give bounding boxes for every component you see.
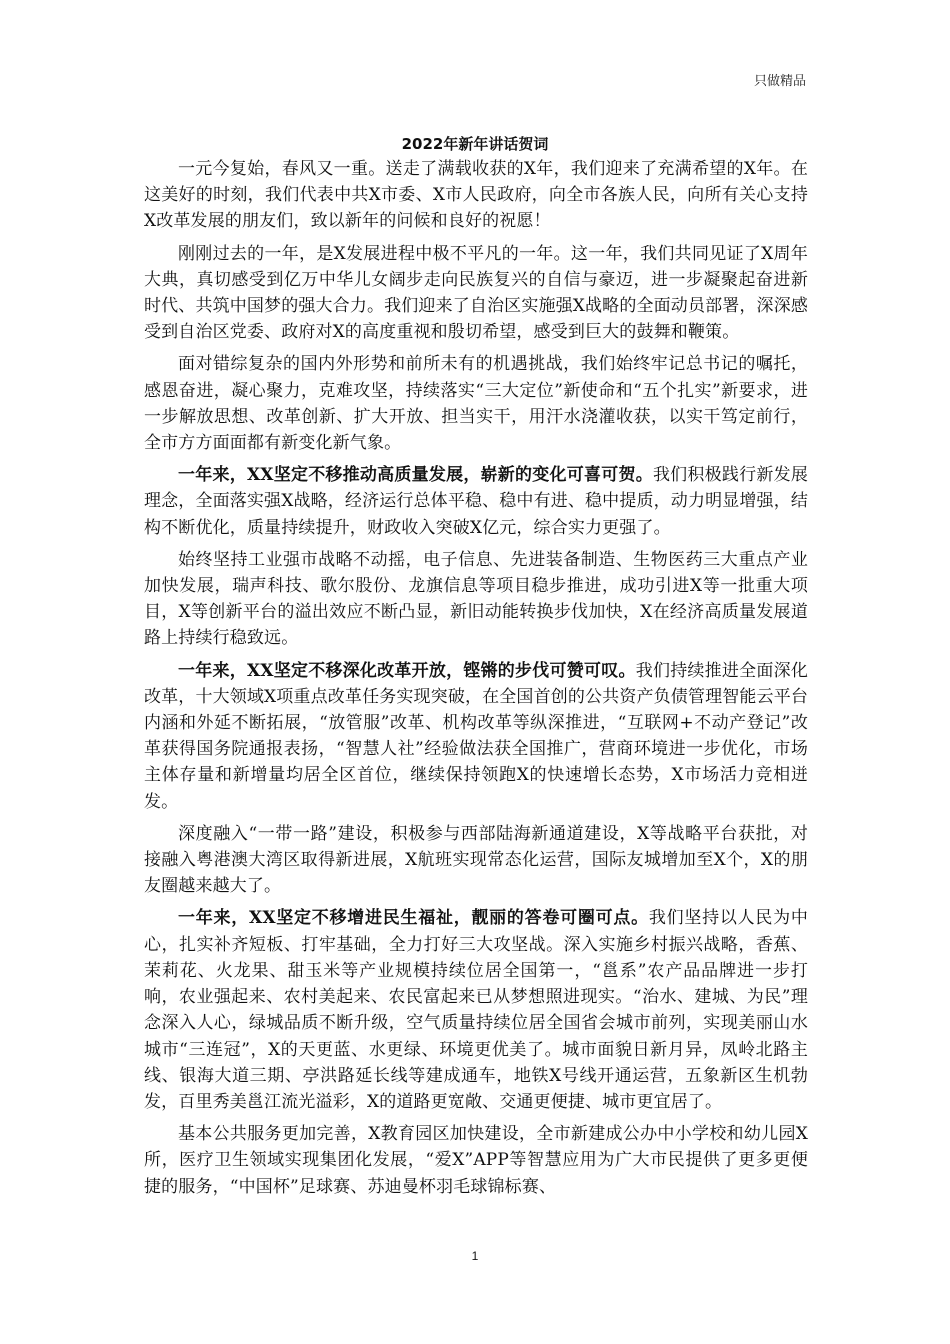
paragraph [144,1121,808,1200]
paragraph [144,658,808,815]
paragraph-text: 我们持续推进全面深化改革，十大领域X项重点改革任务实现突破，在全国首创的公共资产负债管理智能云平台内涵和外延不断拓展，“放管服”改革、机构改革等纵深推进，“互联网+不动产登记”改革获得国务院通报表扬，“智慧人社”经验做法获全国推广，营商环境进一步优化，市场主体存量和新增量均居全区首位，继续保持领跑X的快速增长态势，X市场活力竞相迸发。 [144,660,809,812]
paragraph [144,821,808,900]
paragraph [144,905,808,1115]
paragraph-text: 我们积极践行新发展理念，全面落实强X战略，经济运行总体平稳、稳中有进、稳中提质，动力明显增强，结构不断优化，质量持续提升，财政收入突破X亿元，综合实力更强了。 [144,465,808,538]
paragraph [144,547,808,652]
paragraph-text: 深度融入“一带一路”建设，积极参与西部陆海新通道建设，X等战略平台获批，对接融入粤港澳大湾区取得新进展，X航班实现常态化运营，国际友城增加至X个，X的朋友圈越来越大了。 [144,823,808,897]
paragraph-text: 面对错综复杂的国内外形势和前所未有的机遇挑战，我们始终牢记总书记的嘱托，感恩奋进，凝心聚力，克难攻坚，持续落实“三大定位”新使命和“五个扎实”新要求，进一步解放思想、改革创新、扩大开放、担当实干，用汗水浇灌收获，以实干笃定前行，全市方方面面都有新变化新气象。 [144,354,808,454]
paragraph [144,156,808,235]
document-body [144,156,808,1206]
paragraph [144,241,808,346]
paragraph-text: 基本公共服务更加完善，X教育园区加快建设，全市新建成公办中小学校和幼儿园X所，医疗卫生领域实现集团化发展，“爱X”APP等智慧应用为广大市民提供了更多更便捷的服务，“中国杯”足球赛、苏迪曼杯羽毛球锦标赛、 [144,1124,808,1197]
paragraph [144,351,808,456]
paragraph-lead: 一年来，XX坚定不移增进民生福祉，靓丽的答卷可圈可点。 [178,908,649,929]
paragraph-text: 刚刚过去的一年，是X发展进程中极不平凡的一年。这一年，我们共同见证了X周年大典，真切感受到亿万中华儿女阔步走向民族复兴的自信与豪迈，进一步凝聚起奋进新时代、共筑中国梦的强大合力。我们迎来了自治区实施强X战略的全面动员部署，深深感受到自治区党委、政府对X的高度重视和殷切希望，感受到巨大的鼓舞和鞭策。 [144,243,808,343]
document-title: 2022年新年讲话贺词 [401,135,549,153]
paragraph-text: 我们坚持以人民为中心，扎实补齐短板、打牢基础，全力打好三大攻坚战。深入实施乡村振兴战略，香蕉、茉莉花、火龙果、甜玉米等产业规模持续位居全国第一，“邕系”农产品品牌进一步打响，农业强起来、农村美起来、农民富起来已从梦想照进现实。“治水、建城、为民”理念深入人心，绿城品质不断升级，空气质量持续位居全国省会城市前列，实现美丽山水城市“三连冠”，X的天更蓝、水更绿、环境更优美了。城市面貌日新月异，凤岭北路主线、银海大道三期、亭洪路延长线等建成通车，地铁X号线开通运营，五象新区生机勃发，百里秀美邕江流光溢彩，X的道路更宽敞、交通更便捷、城市更宜居了。 [144,908,808,1112]
paragraph [144,462,808,541]
page-number: 1 [471,1249,479,1263]
paragraph-text: 一元今复始，春风又一重。送走了满载收获的X年，我们迎来了充满希望的X年。在这美好的时刻，我们代表中共X市委、X市人民政府，向全市各族人民，向所有关心支持X改革发展的朋友们，致以新年的问候和良好的祝愿！ [144,159,808,232]
page-header-watermark: 只做精品 [753,74,806,89]
paragraph-lead: 一年来，XX坚定不移推动高质量发展，崭新的变化可喜可贺。 [178,465,653,486]
paragraph-text: 始终坚持工业强市战略不动摇，电子信息、先进装备制造、生物医药三大重点产业加快发展，瑞声科技、歌尔股份、龙旗信息等项目稳步推进，成功引进X等一批重大项目，X等创新平台的溢出效应不断凸显，新旧动能转换步伐加快，X在经济高质量发展道路上持续行稳致远。 [144,549,808,649]
paragraph-lead: 一年来，XX坚定不移深化改革开放，铿锵的步伐可赞可叹。 [178,660,636,681]
